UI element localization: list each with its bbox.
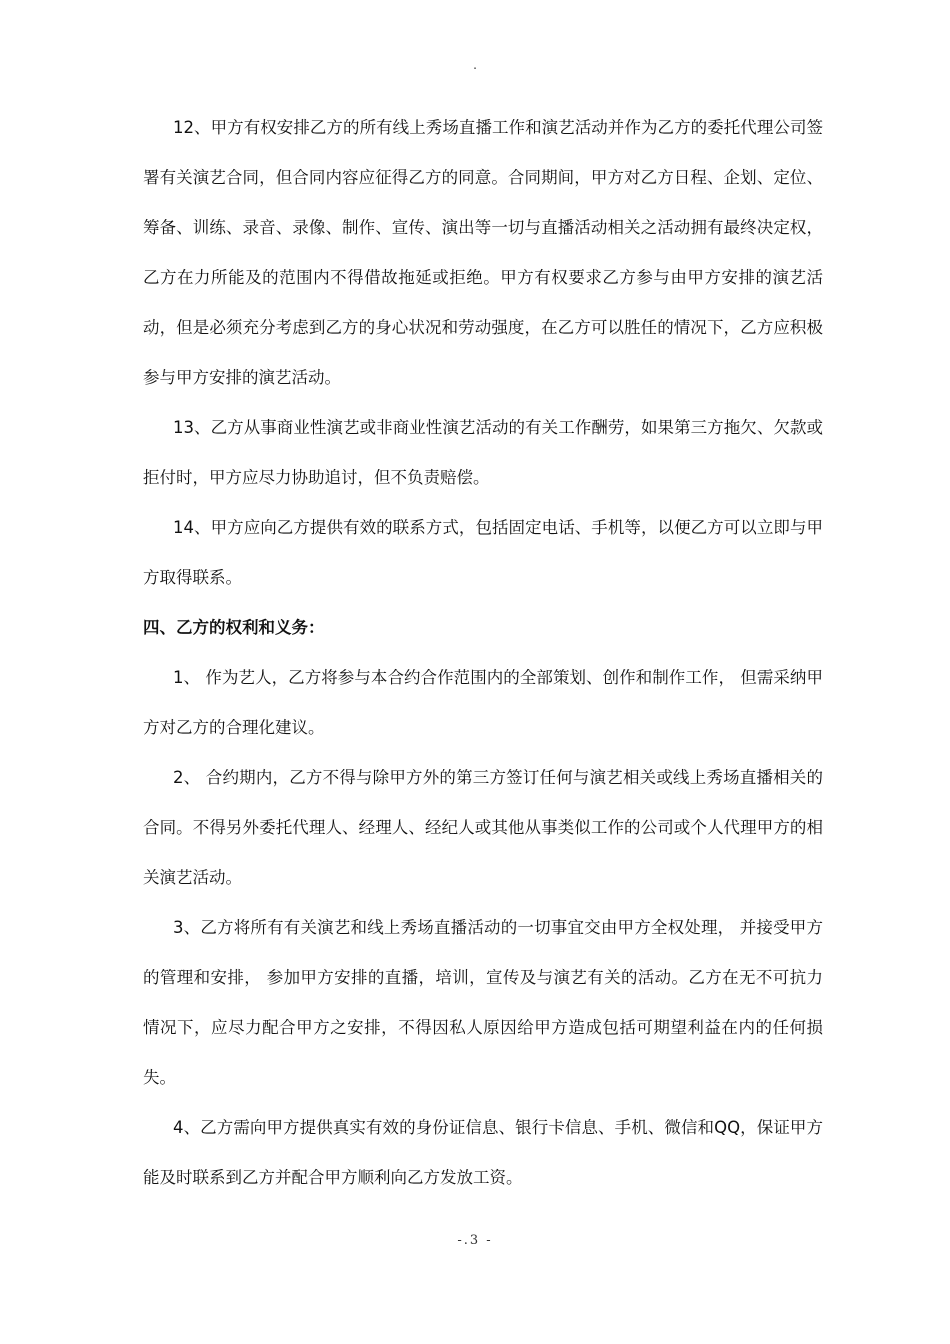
paragraph-item-2: 2、 合约期内，乙方不得与除甲方外的第三方签订任何与演艺相关或线上秀场直播相关的合同。不得另外委托代理人、经理人、经纪人或其他从事类似工作的公司或个人代理甲方的相关演艺活动。 <box>143 768 823 887</box>
paragraph-item-4: 4、乙方需向甲方提供真实有效的身份证信息、银行卡信息、手机、微信和QQ，保证甲方能及时联系到乙方并配合甲方顺利向乙方发放工资。 <box>143 1118 823 1187</box>
page-number: -.3 - <box>457 1233 493 1248</box>
header-mark: . <box>473 58 477 72</box>
paragraph-clause-13: 13、乙方从事商业性演艺或非商业性演艺活动的有关工作酬劳，如果第三方拖欠、欠款或拒付时，甲方应尽力协助追讨，但不负责赔偿。 <box>143 418 823 487</box>
document-body <box>143 103 823 1203</box>
paragraph-clause-14: 14、甲方应向乙方提供有效的联系方式，包括固定电话、手机等，以便乙方可以立即与甲方取得联系。 <box>143 518 823 587</box>
section-heading-party-b-rights: 四、乙方的权利和义务： <box>143 618 325 637</box>
paragraph-item-1: 1、 作为艺人，乙方将参与本合约合作范围内的全部策划、创作和制作工作， 但需采纳甲方对乙方的合理化建议。 <box>143 668 823 737</box>
paragraph-item-3: 3、乙方将所有有关演艺和线上秀场直播活动的一切事宜交由甲方全权处理， 并接受甲方的管理和安排， 参加甲方安排的直播，培训，宣传及与演艺有关的活动。乙方在无不可抗力情况下，应尽力配合甲方之安排，不得因私人原因给甲方造成包括可期望利益在内的任何损失。 <box>143 918 823 1087</box>
paragraph-clause-12: 12、甲方有权安排乙方的所有线上秀场直播工作和演艺活动并作为乙方的委托代理公司签署有关演艺合同，但合同内容应征得乙方的同意。合同期间，甲方对乙方日程、企划、定位、筹备、训练、录音、录像、制作、宣传、演出等一切与直播活动相关之活动拥有最终决定权，乙方在力所能及的范围内不得借故拖延或拒绝。甲方有权要求乙方参与由甲方安排的演艺活动，但是必须充分考虑到乙方的身心状况和劳动强度，在乙方可以胜任的情况下，乙方应积极参与甲方安排的演艺活动。 <box>143 118 823 387</box>
